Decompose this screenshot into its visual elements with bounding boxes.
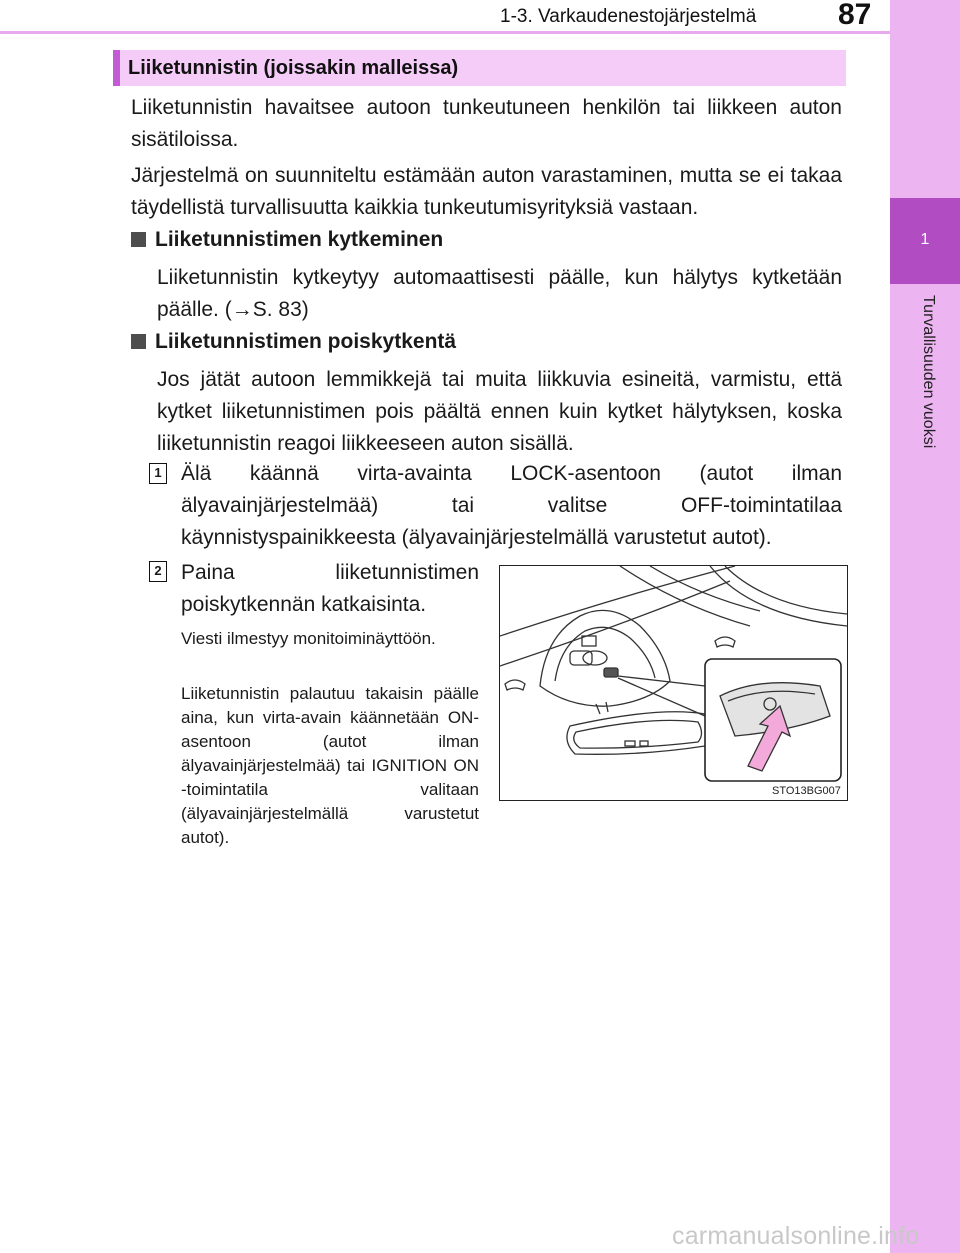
intro-paragraph-2: Järjestelmä on suunniteltu estämään auton varastaminen, mutta se ei takaa täydellistä turvallisuutta kaikkia tunkeutumisyrityksiä vastaan.	[131, 164, 842, 219]
figure-code: STO13BG007	[772, 785, 841, 797]
chapter-label: Turvallisuuden vuoksi	[920, 295, 937, 449]
watermark: carmanualsonline.info	[672, 1222, 920, 1250]
square-bullet-icon	[131, 334, 146, 349]
subsection-heading	[131, 330, 456, 354]
subsection-heading-text: Liiketunnistimen kytkeminen	[155, 228, 444, 251]
intro-paragraph-1: Liiketunnistin havaitsee autoon tunkeutuneen henkilön tai liikkeen auton sisätiloissa.	[131, 96, 842, 151]
subsection-heading-text: Liiketunnistimen poiskytkentä	[155, 330, 457, 353]
subsection-heading	[131, 228, 443, 252]
side-tab-strip	[890, 0, 960, 1253]
overhead-console-illustration	[499, 565, 848, 801]
step-number-badge: 2	[149, 561, 167, 582]
subsection-body: Liiketunnistin kytkeytyy automaattisesti päälle, kun hälytys kytketään päälle. (→S. 83)	[157, 266, 842, 321]
page-number: 87	[838, 0, 872, 31]
step-number-badge: 1	[149, 463, 167, 484]
header-rule	[0, 31, 890, 34]
illustration-drawing	[500, 566, 847, 800]
chapter-number: 1	[920, 231, 930, 248]
section-title: Liiketunnistin (joissakin malleissa)	[128, 57, 459, 79]
step-text: Älä käännä virta-avainta LOCK-asentoon (autot ilman älyavainjärjestelmää) tai valitse OFF-toimintatilaa käynnistyspainikkeesta (älyavainjärjestelmällä varustetut autot).	[181, 462, 842, 549]
step-note: Viesti ilmestyy monitoiminäyttöön.	[181, 629, 436, 648]
square-bullet-icon	[131, 232, 146, 247]
subsection-body: Jos jätät autoon lemmikkejä tai muita liikkuvia esineitä, varmistu, että kytket liiketunnistimen pois päältä ennen kuin kytket hälytyksen, koska liiketunnistin reagoi liikkeeseen auton sisällä.	[157, 368, 842, 455]
step-text: Paina liiketunnistimen poiskytkennän katkaisinta.	[181, 561, 479, 616]
running-header: 1-3. Varkaudenestojärjestelmä	[500, 6, 757, 27]
step-note: Liiketunnistin palautuu takaisin päälle aina, kun virta-avain käännetään ON-asentoon (autot ilman älyavainjärjestelmää) tai IGNITION ON -toimintatila valitaan (älyavainjärjestelmällä varustetut autot).	[181, 684, 479, 847]
